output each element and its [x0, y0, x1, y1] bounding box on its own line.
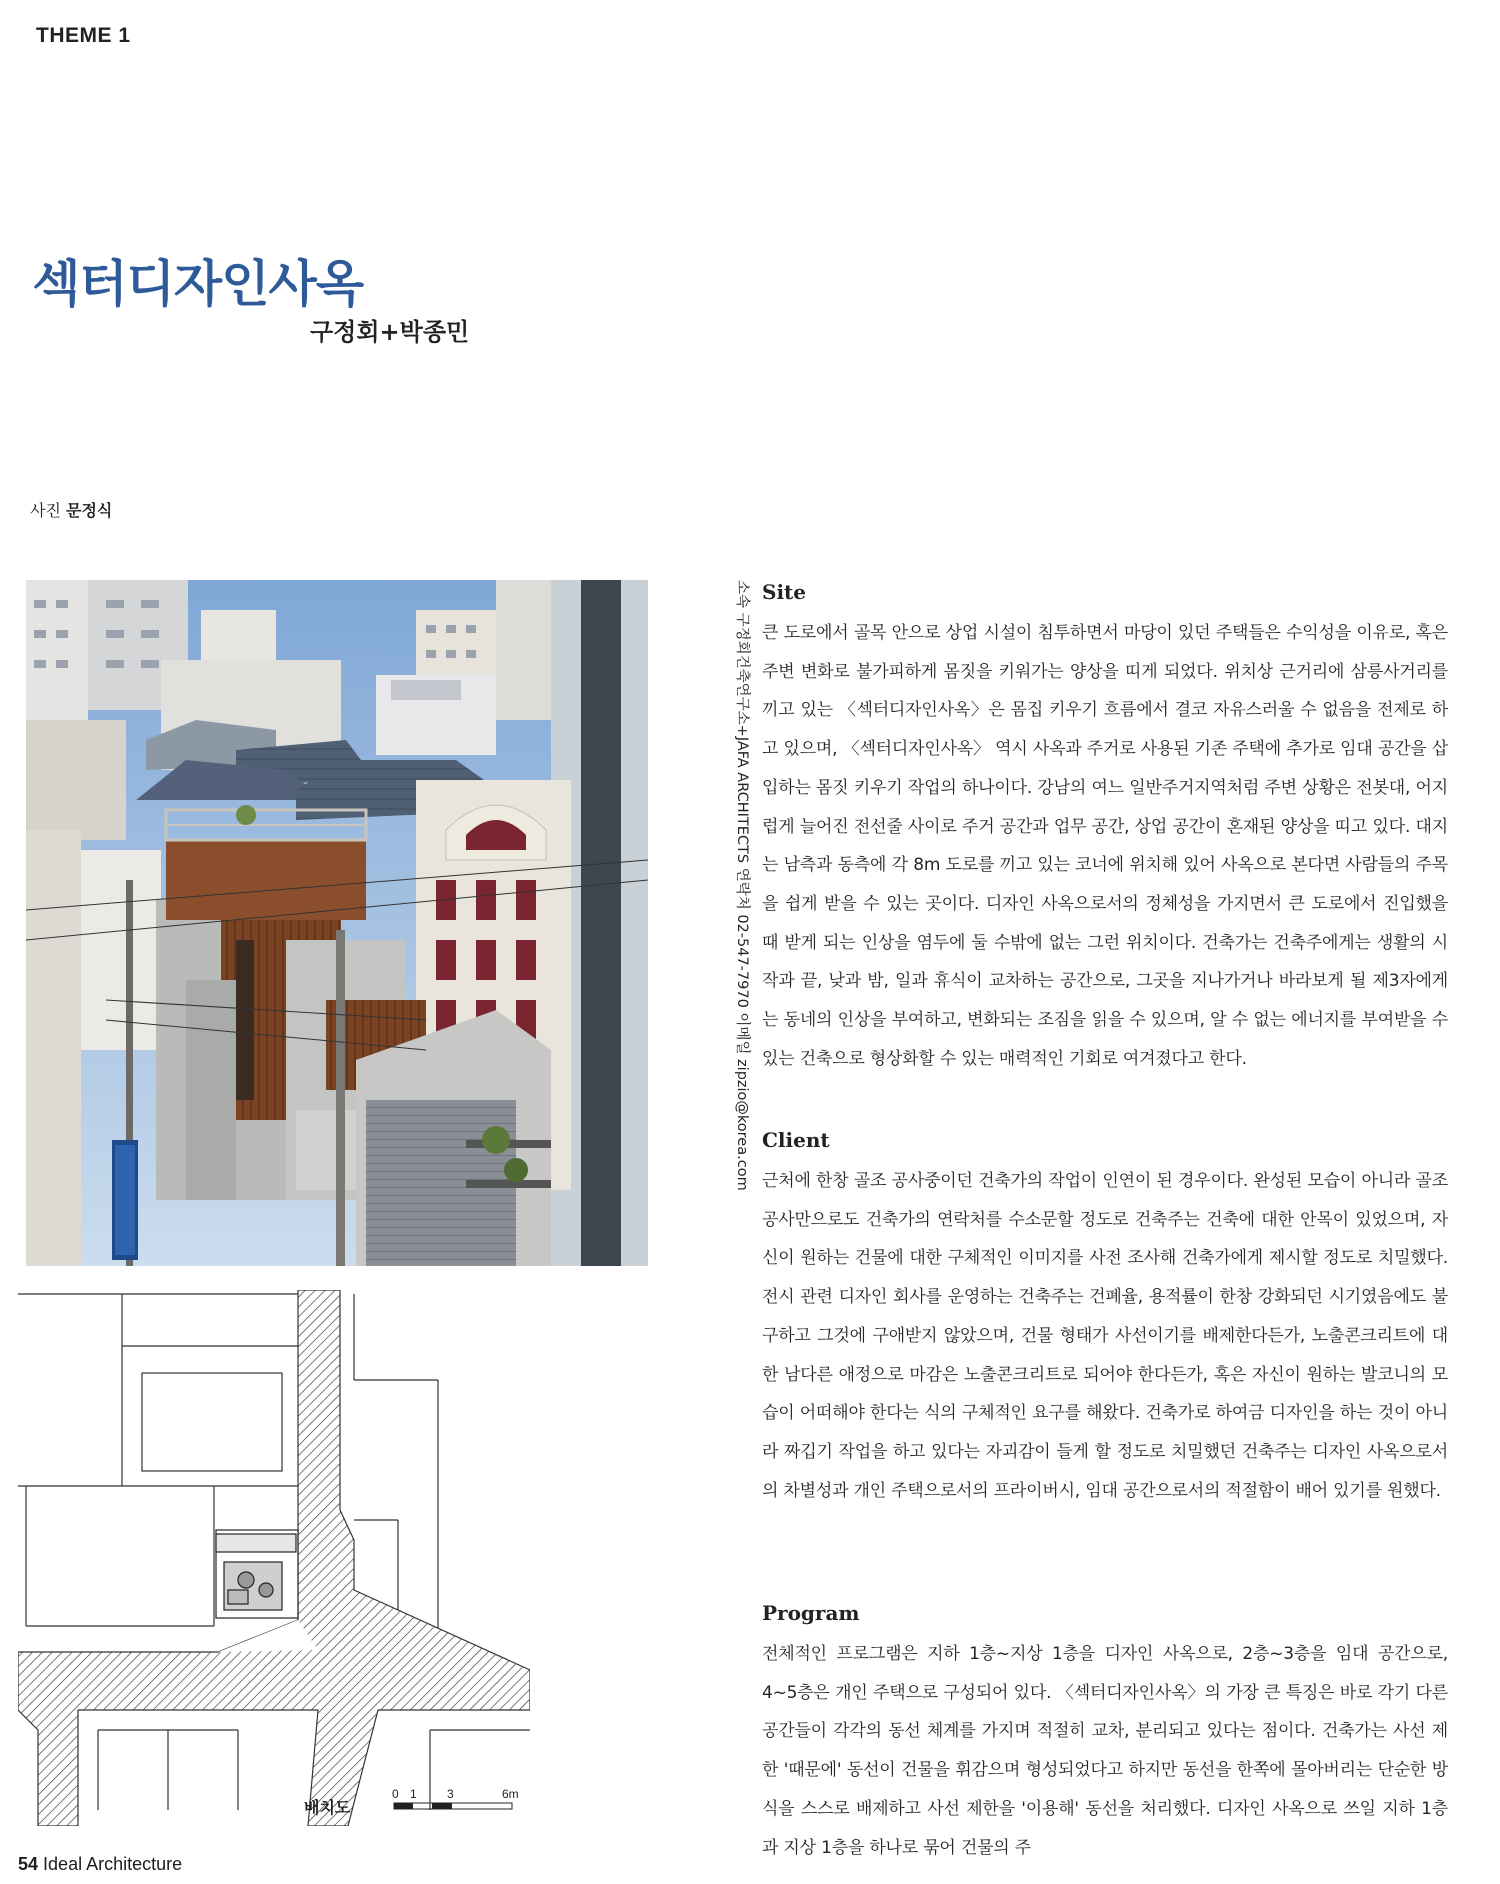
contact-credit-vertical: 소속 구정회건축연구소+JAFA ARCHITECTS 연락처 02-547-7970 이메일 zipzio@korea.com — [734, 580, 750, 1191]
section-program — [762, 1601, 1448, 1867]
page-number: 54 — [18, 1854, 39, 1874]
magazine-name: Ideal Architecture — [43, 1854, 183, 1874]
scale-tick-6m: 6m — [502, 1787, 519, 1801]
article-title: 섹터디자인사옥 — [32, 255, 364, 313]
photo-credit-label: 사진 — [30, 501, 61, 520]
section-heading-client: Client — [762, 1128, 830, 1152]
scale-tick-3: 3 — [447, 1787, 454, 1801]
article-authors: 구정회+박종민 — [310, 317, 470, 346]
photo-credit-name: 문정식 — [66, 501, 113, 520]
scale-tick-1: 1 — [410, 1787, 417, 1801]
photo-credit — [30, 498, 112, 521]
site-plan-drawing — [18, 1290, 530, 1826]
theme-label: THEME 1 — [36, 24, 131, 47]
scale-tick-0: 0 — [392, 1787, 399, 1801]
building-photo — [26, 580, 648, 1266]
section-heading-program: Program — [762, 1601, 860, 1625]
scale-bar — [392, 1787, 522, 1817]
section-body-program: 전체적인 프로그램은 지하 1층~지상 1층을 디자인 사옥으로, 2층~3층을 임대 공간으로, 4~5층은 개인 주택으로 구성되어 있다. 〈섹터디자인사옥〉의 가장 큰 특징은 바로 각기 다른 공간들이 각각의 동선 체계를 가지며 적절히 교차, 분리되고 있다는 점이다. 건축가는 사선 제한 '때문에' 동선이 건물을 휘감으며 형성되었다고 하지만 동선을 한쪽에 몰아버리는 단순한 방식을 스스로 배제하고 사선 제한을 '이용해' 동선을 처리했다. 디자인 사옥으로 쓰일 지하 1층과 지상 1층을 하나로 묶어 건물의 주 — [762, 1644, 1448, 1858]
section-body-site: 큰 도로에서 골목 안으로 상업 시설이 침투하면서 마당이 있던 주택들은 수익성을 이유로, 혹은 주변 변화로 불가피하게 몸짓을 키워가는 양상을 띠게 되었다. 위치상 근거리에 삼릉사거리를 끼고 있는 〈섹터디자인사옥〉은 몸집 키우기 흐름에서 결코 자유스러울 수 없음을 전제로 하고 있으며, 〈섹터디자인사옥〉 역시 사옥과 주거로 사용된 기존 주택에 추가로 임대 공간을 삽입하는 몸짓 키우기 작업의 하나이다. 강남의 여느 일반주거지역처럼 주변 상황은 전봇대, 어지럽게 늘어진 전선줄 사이로 주거 공간과 업무 공간, 상업 공간이 혼재된 양상을 띠고 있다. 대지는 남측과 동측에 각 8m 도로를 끼고 있는 코너에 위치해 있어 사옥으로 본다면 사람들의 주목을 쉽게 받을 수 있는 곳이다. 디자인 사옥으로서의 정체성을 가지면서 큰 도로에서 진입했을 때 받게 되는 인상을 염두에 둘 수밖에 없는 그런 위치이다. 건축가는 건축주에게는 생활의 시작과 끝, 낮과 밤, 일과 휴식이 교차하는 공간으로, 그곳을 지나가거나 바라보게 될 제3자에게는 동네의 인상을 부여하고, 변화되는 조짐을 읽을 수 있으며, 알 수 없는 에너지를 부여받을 수 있는 건축으로 형상화할 수 있는 매력적인 기회로 여겨졌다고 한다. — [762, 623, 1448, 1069]
section-heading-site: Site — [762, 580, 807, 604]
page-footer — [18, 1854, 182, 1875]
section-client — [762, 1128, 1448, 1510]
section-body-client: 근처에 한창 골조 공사중이던 건축가의 작업이 인연이 된 경우이다. 완성된 모습이 아니라 골조 공사만으로도 건축가의 연락처를 수소문할 정도로 건축주는 건축에 대한 안목이 있었으며, 자신이 원하는 건물에 대한 구체적인 이미지를 사전 조사해 건축가에게 제시할 정도로 치밀했다. 전시 관련 디자인 회사를 운영하는 건축주는 건폐율, 용적률이 한창 강화되던 시기였음에도 불구하고 그것에 구애받지 않았으며, 건물 형태가 사선이기를 배제한다든가, 노출콘크리트에 대한 남다른 애정으로 마감은 노출콘크리트로 되어야 한다든가, 혹은 자신이 원하는 발코니의 모습이 어떠해야 한다는 식의 구체적인 요구를 해왔다. 건축가로 하여금 디자인을 하는 것이 아니라 짜깁기 작업을 하고 있다는 자괴감이 들게 할 정도로 치밀했던 건축주는 디자인 사옥으로서의 차별성과 개인 주택으로서의 프라이버시, 임대 공간으로서의 적절함이 배어 있기를 원했다. — [762, 1171, 1448, 1501]
site-plan-label: 배치도 — [304, 1798, 351, 1817]
section-site — [762, 580, 1448, 1078]
